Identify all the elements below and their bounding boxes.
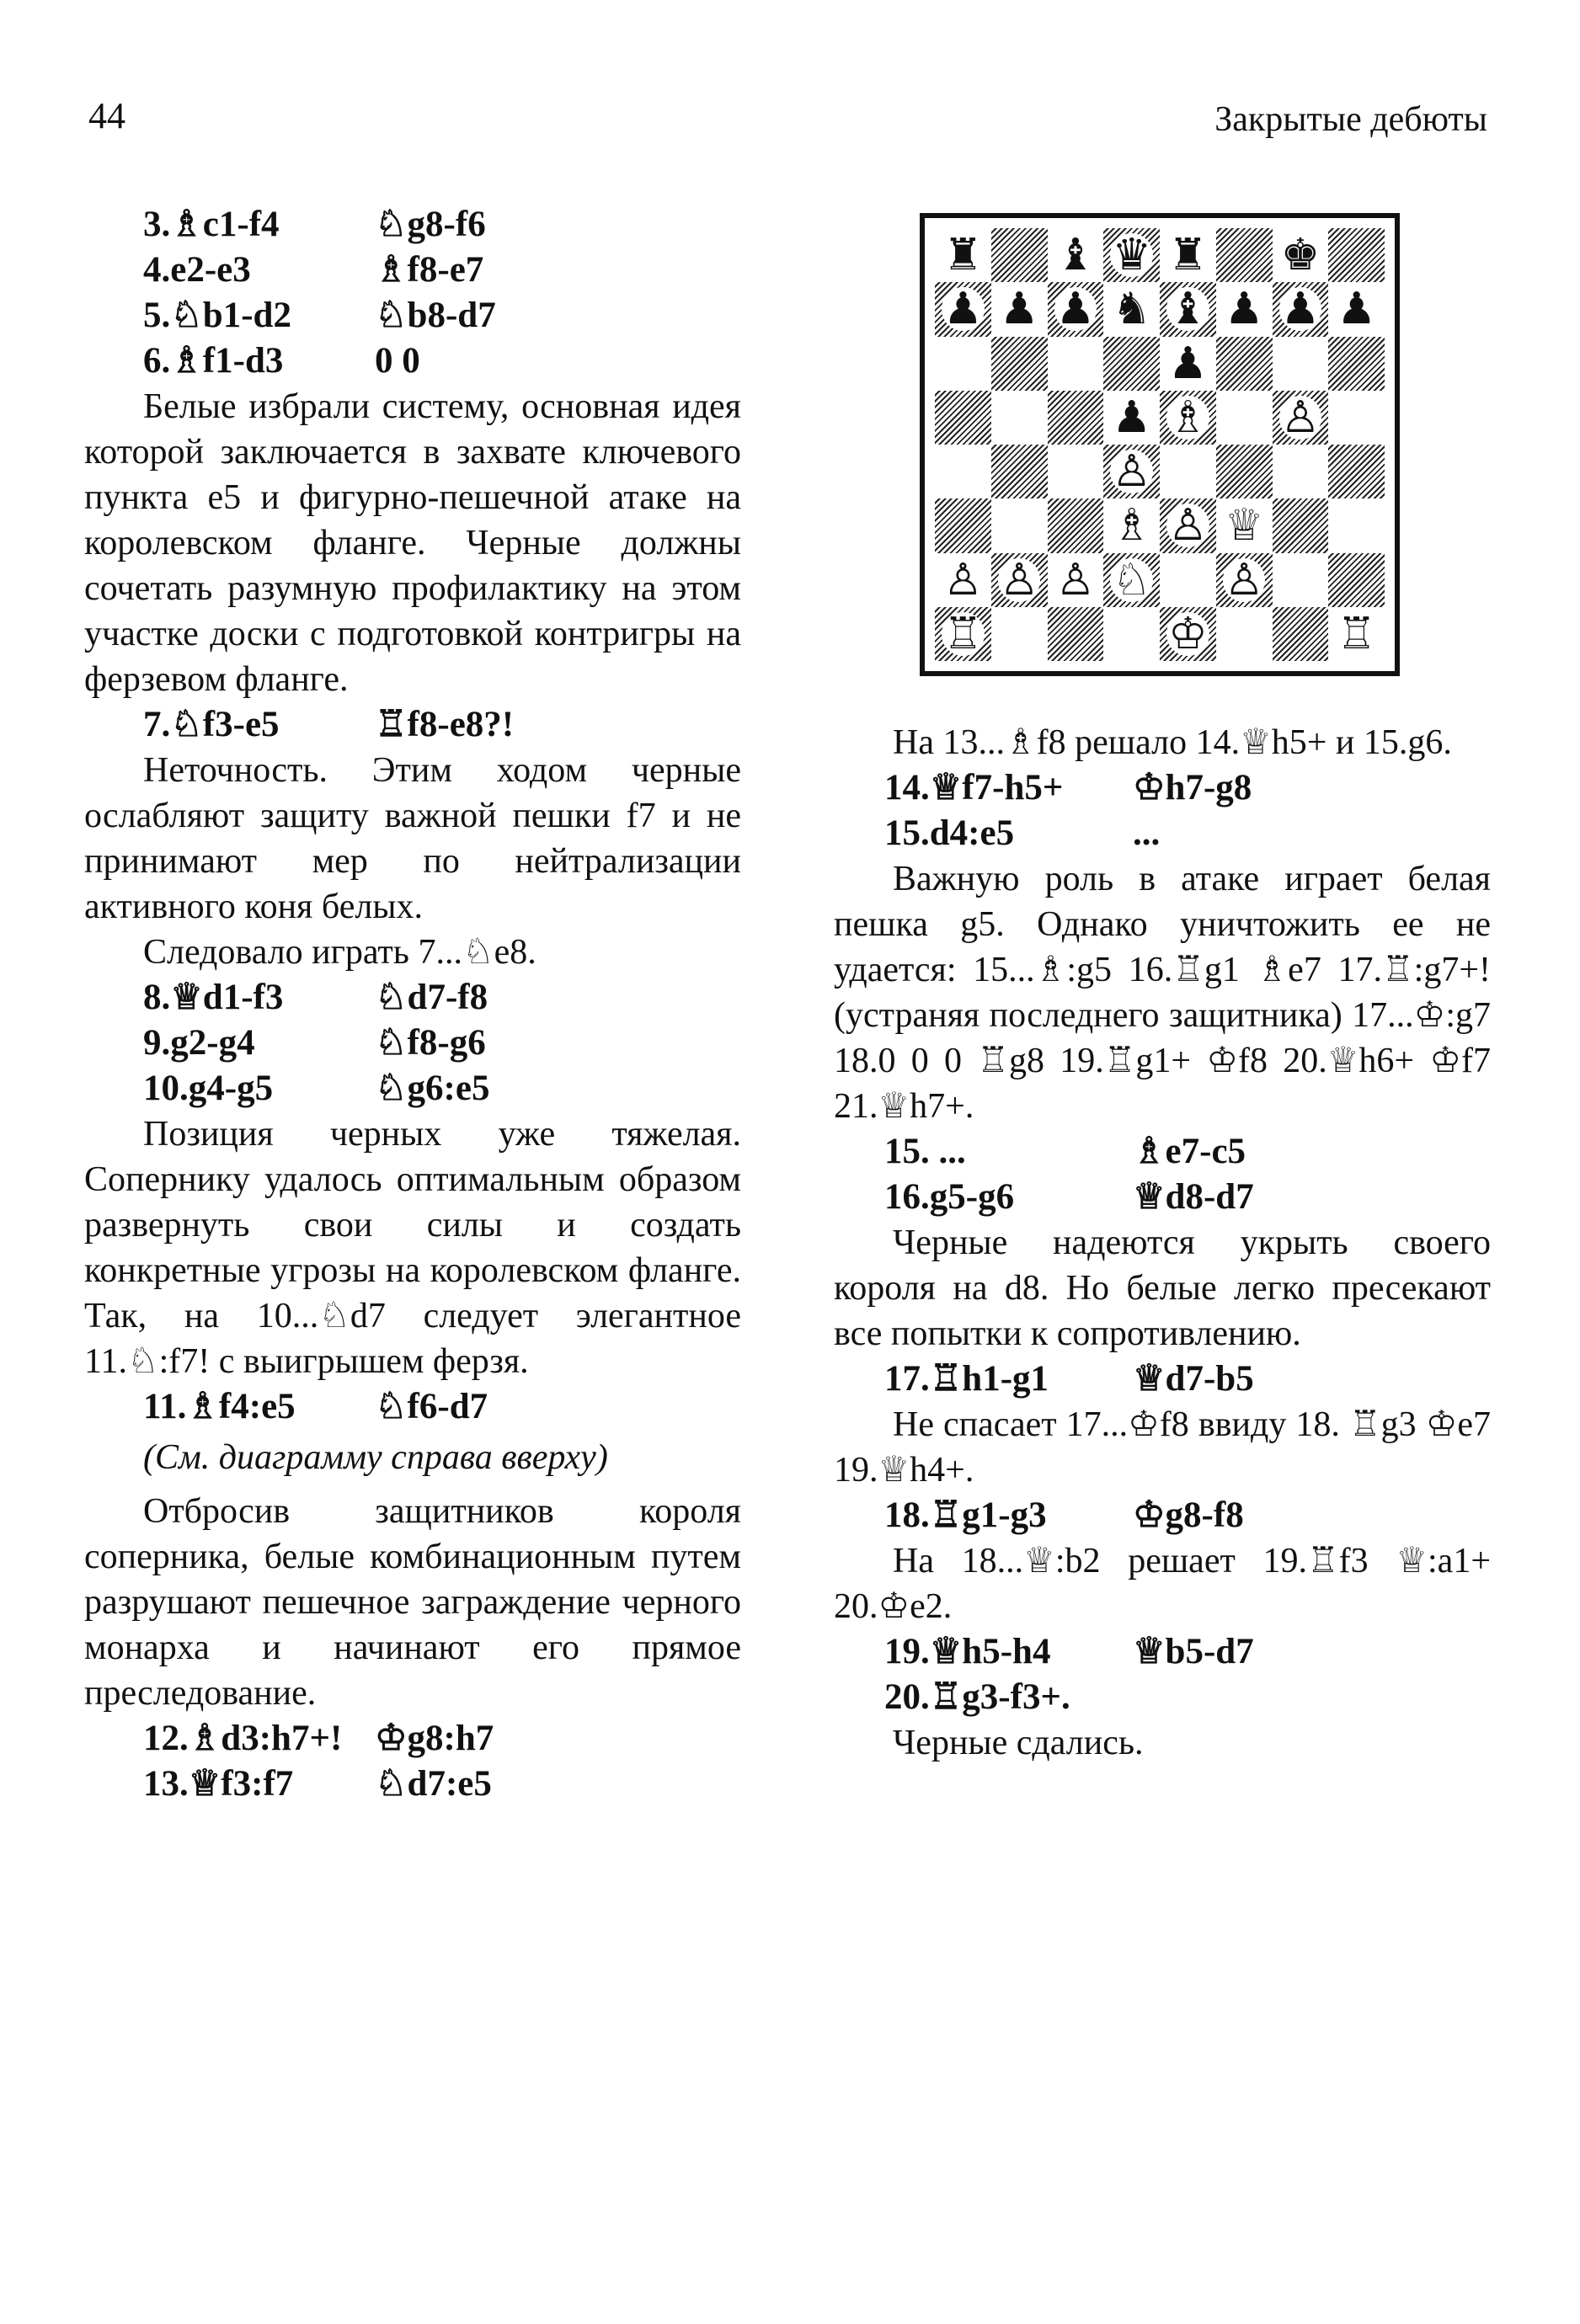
black-move: ♗f8-e7 (375, 250, 484, 290)
square-a2 (935, 553, 991, 607)
black-move: ♔g8:h7 (375, 1719, 494, 1758)
black-move: ♖f8-e8?! (375, 705, 515, 744)
white-move: 3.♗c1-f4 (143, 205, 280, 244)
commentary-paragraph: Не спасает 17...♔f8 ввиду 18. ♖g3 ♔e7 19.♕h4+. (834, 1405, 1491, 1490)
square-g6 (1273, 337, 1329, 391)
white-move: 18.♖g1-g3 (884, 1495, 1047, 1535)
chess-piece: ♙ (1168, 500, 1208, 552)
white-move: 4.e2-e3 (143, 250, 251, 290)
white-move: 12.♗d3:h7+! (143, 1719, 343, 1758)
page-number: 44 (88, 95, 125, 136)
black-move: ♗e7-c5 (1133, 1132, 1246, 1171)
move-line (84, 1716, 741, 1762)
chess-piece: ♟ (943, 284, 983, 335)
black-move: ♘g6:e5 (375, 1069, 490, 1108)
square-g7 (1273, 282, 1329, 336)
square-e4 (1160, 445, 1216, 498)
chess-piece: ♖ (943, 608, 983, 659)
white-move: 20.♖g3-f3+. (884, 1677, 1070, 1717)
square-f2 (1216, 553, 1273, 607)
chess-piece: ♟ (1337, 284, 1376, 335)
commentary-paragraph: Позиция черных уже тяжелая. Сопернику удалось оптимальным образом развернуть свои силы и создать конкретные угрозы на королевском фланге. Так, на 10...♘d7 следует элегантное 11.♘:f7! с выигрышем ферзя. (84, 1115, 741, 1381)
black-move: ♘b8-d7 (375, 296, 496, 335)
white-move: 10.g4-g5 (143, 1069, 274, 1108)
square-c8 (1048, 228, 1104, 282)
commentary-paragraph: Черные сдались. (893, 1724, 1144, 1762)
commentary-paragraph: Следовало играть 7...♘e8. (143, 933, 536, 972)
square-h5 (1328, 391, 1385, 445)
square-h3 (1328, 498, 1385, 552)
square-e3 (1160, 498, 1216, 552)
diagram-reference: (См. диаграмму справа вверху) (143, 1438, 608, 1477)
square-g2 (1273, 553, 1329, 607)
commentary-paragraph: На 18...♕:b2 решает 19.♖f3 ♕:a1+ 20.♔e2. (834, 1542, 1491, 1626)
square-h4 (1328, 445, 1385, 498)
move-line (834, 1175, 1491, 1220)
square-a3 (935, 498, 991, 552)
white-move: 8.♕d1-f3 (143, 978, 284, 1017)
white-move: 11.♗f4:e5 (143, 1387, 296, 1426)
left-column (84, 202, 741, 1807)
chess-piece: ♝ (1168, 284, 1208, 335)
white-move: 5.♘b1-d2 (143, 296, 291, 335)
move-line (84, 702, 741, 748)
chess-piece: ♟ (1112, 392, 1151, 443)
chess-board (935, 228, 1385, 661)
move-line (84, 202, 741, 248)
square-f6 (1216, 337, 1273, 391)
white-move: 19.♕h5-h4 (884, 1632, 1051, 1671)
black-move: ♕d7-b5 (1133, 1359, 1254, 1399)
move-line (834, 1357, 1491, 1402)
white-move: 6.♗f1-d3 (143, 341, 284, 381)
black-move: ♕b5-d7 (1133, 1632, 1254, 1671)
move-line (84, 1066, 741, 1111)
white-move: 14.♕f7-h5+ (884, 768, 1064, 808)
chess-piece: ♕ (1224, 500, 1264, 552)
square-d1 (1103, 607, 1160, 661)
square-f4 (1216, 445, 1273, 498)
square-b6 (991, 337, 1048, 391)
square-f7 (1216, 282, 1273, 336)
white-move: 7.♘f3-e5 (143, 705, 280, 744)
commentary-paragraph: Белые избрали систему, основная идея которой заключается в захвате ключевого пункта e5 и фигурно-пешечной атаке на королевском фланге. Черные должны сочетать разумную профилактику на этом участке доски с подготовкой контригры на ферзевом фланге. (84, 387, 741, 699)
commentary-paragraph: Важную роль в атаке играет белая пешка g5. Однако уничтожить ее не удается: 15...♗:g5 16.♖g1 ♗e7 17.♖:g7+! (устраняя последнего защитника) 17...♔:g7 18.0 0 0 ♖g8 19.♖g1+ ♔f8 20.♕h6+ ♔f7 21.♕h7+. (834, 860, 1491, 1126)
square-h6 (1328, 337, 1385, 391)
square-d6 (1103, 337, 1160, 391)
move-line (84, 338, 741, 384)
square-d7 (1103, 282, 1160, 336)
square-g4 (1273, 445, 1329, 498)
move-line (834, 1629, 1491, 1675)
chess-piece: ♝ (1055, 230, 1096, 281)
move-line (834, 1675, 1491, 1720)
chess-piece: ♙ (999, 554, 1039, 605)
square-a1 (935, 607, 991, 661)
chess-piece: ♗ (1112, 500, 1151, 552)
square-d2 (1103, 553, 1160, 607)
chess-piece: ♖ (1337, 608, 1376, 659)
square-h7 (1328, 282, 1385, 336)
commentary-paragraph: Отбросив защитников короля соперника, белые комбинационным путем разрушают пешечное заграждение черного монарха и начинают его прямое преследование. (84, 1492, 741, 1713)
chess-piece: ♛ (1112, 230, 1151, 281)
square-c5 (1048, 391, 1104, 445)
square-g1 (1273, 607, 1329, 661)
square-f5 (1216, 391, 1273, 445)
white-move: 9.g2-g4 (143, 1023, 255, 1063)
move-line (84, 248, 741, 293)
square-a5 (935, 391, 991, 445)
square-c1 (1048, 607, 1104, 661)
chess-piece: ♟ (1168, 338, 1208, 389)
chess-piece: ♚ (1280, 230, 1321, 281)
square-b4 (991, 445, 1048, 498)
chess-piece: ♙ (1280, 392, 1321, 443)
square-e5 (1160, 391, 1216, 445)
square-g3 (1273, 498, 1329, 552)
square-a7 (935, 282, 991, 336)
square-f1 (1216, 607, 1273, 661)
move-line (834, 811, 1491, 856)
black-move: ♕d8-d7 (1133, 1177, 1254, 1217)
chess-piece: ♘ (1112, 554, 1151, 605)
running-header: Закрытые дебюты (1214, 100, 1487, 139)
white-move: 15. ... (884, 1132, 966, 1171)
square-c3 (1048, 498, 1104, 552)
chess-piece: ♙ (1112, 446, 1151, 498)
square-d3 (1103, 498, 1160, 552)
chess-piece: ♙ (1224, 554, 1264, 605)
chess-diagram (920, 213, 1400, 676)
black-move: ♔h7-g8 (1133, 768, 1252, 808)
move-line (84, 1021, 741, 1066)
commentary-paragraph: Черные надеются укрыть своего короля на d8. Но белые легко пресекают все попытки к сопротивлению. (834, 1223, 1491, 1353)
chess-piece: ♜ (1168, 230, 1208, 281)
white-move: 13.♕f3:f7 (143, 1764, 294, 1804)
square-b2 (991, 553, 1048, 607)
black-move: 0 0 (375, 341, 420, 381)
square-e8 (1160, 228, 1216, 282)
square-b1 (991, 607, 1048, 661)
black-move: ♘d7-f8 (375, 978, 488, 1017)
move-line (834, 1129, 1491, 1175)
move-line (84, 1762, 741, 1807)
black-move: ♘g8-f6 (375, 205, 486, 244)
white-move: 16.g5-g6 (884, 1177, 1015, 1217)
square-c2 (1048, 553, 1104, 607)
square-h2 (1328, 553, 1385, 607)
black-move: ♘f8-g6 (375, 1023, 486, 1063)
chess-piece: ♜ (943, 230, 983, 281)
chess-piece: ♟ (999, 284, 1039, 335)
black-move: ... (1133, 813, 1161, 853)
move-line (834, 1493, 1491, 1538)
chess-piece: ♟ (1055, 284, 1096, 335)
black-move: ♘d7:e5 (375, 1764, 492, 1804)
square-f8 (1216, 228, 1273, 282)
square-e7 (1160, 282, 1216, 336)
chess-piece: ♙ (1055, 554, 1096, 605)
square-h1 (1328, 607, 1385, 661)
square-d5 (1103, 391, 1160, 445)
black-move: ♔g8-f8 (1133, 1495, 1244, 1535)
square-a8 (935, 228, 991, 282)
square-b7 (991, 282, 1048, 336)
square-d8 (1103, 228, 1160, 282)
chess-piece: ♟ (1224, 284, 1264, 335)
square-c6 (1048, 337, 1104, 391)
square-e2 (1160, 553, 1216, 607)
commentary-paragraph: Неточность. Этим ходом черные ослабляют защиту важной пешки f7 и не принимают мер по нейтрализации активного коня белых. (84, 751, 741, 926)
commentary-paragraph: На 13...♗f8 решало 14.♕h5+ и 15.g6. (893, 723, 1452, 762)
chess-piece: ♔ (1168, 608, 1208, 659)
move-line (84, 293, 741, 338)
move-line (84, 975, 741, 1021)
square-g5 (1273, 391, 1329, 445)
square-a6 (935, 337, 991, 391)
chess-piece: ♙ (943, 554, 983, 605)
square-g8 (1273, 228, 1329, 282)
white-move: 17.♖h1-g1 (884, 1359, 1049, 1399)
square-a4 (935, 445, 991, 498)
white-move: 15.d4:e5 (884, 813, 1015, 853)
square-c4 (1048, 445, 1104, 498)
right-column (834, 720, 1491, 1766)
square-b8 (991, 228, 1048, 282)
move-line (834, 765, 1491, 811)
square-b5 (991, 391, 1048, 445)
move-line (84, 1384, 741, 1430)
chess-piece: ♗ (1168, 392, 1208, 443)
chess-piece: ♟ (1280, 284, 1321, 335)
square-c7 (1048, 282, 1104, 336)
square-h8 (1328, 228, 1385, 282)
square-d4 (1103, 445, 1160, 498)
square-e6 (1160, 337, 1216, 391)
square-f3 (1216, 498, 1273, 552)
black-move: ♘f6-d7 (375, 1387, 488, 1426)
square-e1 (1160, 607, 1216, 661)
square-b3 (991, 498, 1048, 552)
chess-piece: ♞ (1112, 284, 1151, 335)
